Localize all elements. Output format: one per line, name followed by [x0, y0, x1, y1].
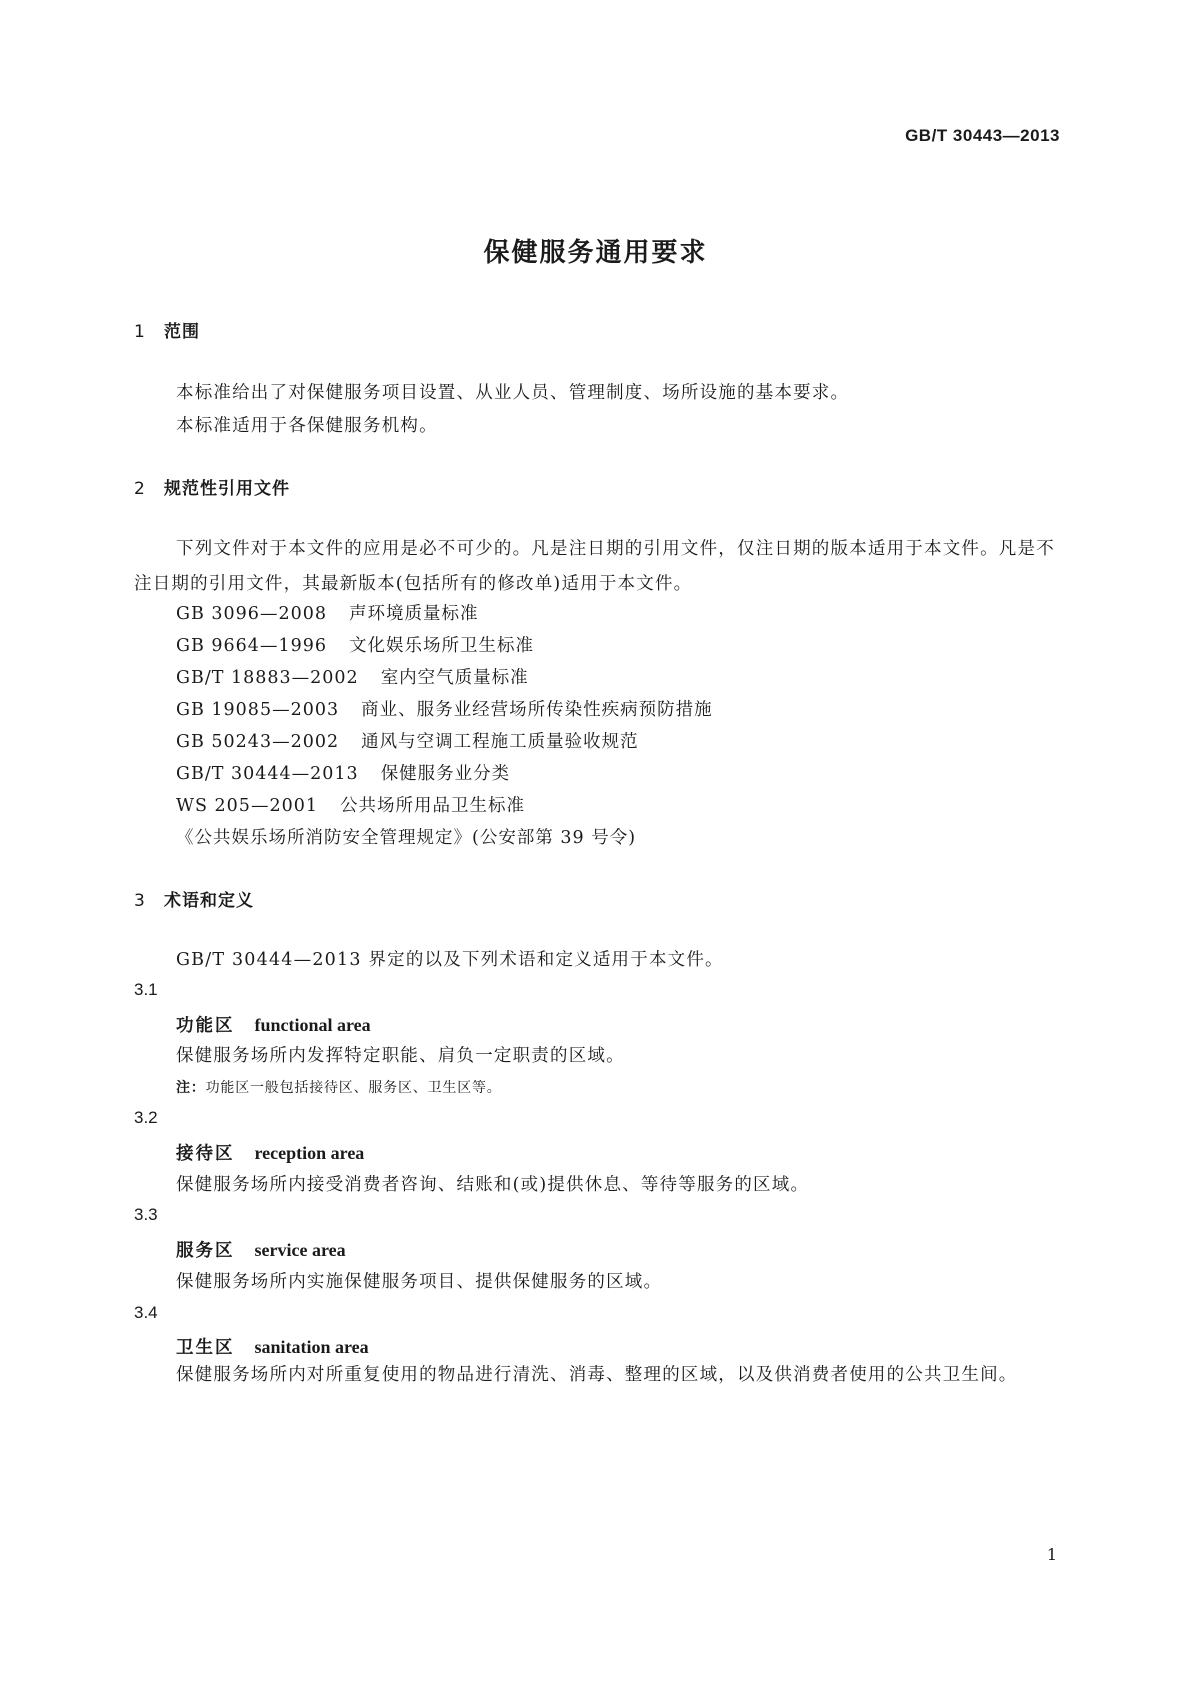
clause-number: 3.4	[134, 1303, 158, 1322]
term-heading	[176, 1237, 346, 1262]
reference-item	[176, 792, 525, 817]
clause-number: 3.1	[134, 980, 158, 999]
reference-item	[176, 632, 534, 657]
reference-code: GB 9664—1996	[176, 636, 327, 656]
reference-code: WS 205—2001	[176, 796, 318, 816]
reference-title: 声环境质量标准	[348, 604, 479, 624]
reference-title: 通风与空调工程施工质量验收规范	[361, 732, 639, 752]
section-number: 2	[134, 479, 146, 499]
reference-code: GB/T 18883—2002	[176, 668, 359, 688]
term-definition: 保健服务场所内发挥特定职能、肩负一定职责的区域。	[176, 1046, 625, 1066]
term-definition: 保健服务场所内对所重复使用的物品进行清洗、消毒、整理的区域，以及供消费者使用的公共卫生间。	[176, 1365, 1018, 1385]
term-zh: 卫生区	[176, 1338, 235, 1358]
section-heading-normative-references	[134, 474, 290, 499]
term-en: sanitation area	[254, 1337, 369, 1357]
section-title: 规范性引用文件	[164, 479, 290, 499]
reference-title: 商业、服务业经营场所传染性疾病预防措施	[361, 700, 713, 720]
section-heading-terms-definitions	[134, 886, 254, 911]
section-title: 范围	[164, 322, 200, 342]
reference-title: 保健服务业分类	[380, 764, 511, 784]
note-text: 功能区一般包括接待区、服务区、卫生区等。	[205, 1080, 502, 1096]
term-note	[176, 1077, 502, 1097]
reference-item	[176, 760, 510, 785]
term-zh: 接待区	[176, 1144, 235, 1164]
reference-item	[176, 600, 478, 625]
section-number: 1	[134, 322, 146, 342]
document-title: 保健服务通用要求	[483, 238, 708, 268]
clause-number: 3.2	[134, 1108, 158, 1127]
reference-title: 室内空气质量标准	[380, 668, 529, 688]
terms-intro: GB/T 30444—2013 界定的以及下列术语和定义适用于本文件。	[176, 950, 724, 970]
reference-item	[176, 728, 639, 753]
section-number: 3	[134, 891, 146, 911]
term-heading	[176, 1140, 364, 1165]
section-title: 术语和定义	[164, 891, 254, 911]
reference-title: 公共场所用品卫生标准	[339, 796, 525, 816]
term-zh: 服务区	[176, 1241, 235, 1261]
term-en: service area	[254, 1240, 346, 1260]
references-intro: 下列文件对于本文件的应用是必不可少的。凡是注日期的引用文件，仅注日期的版本适用于本文件。凡是不注日期的引用文件，其最新版本(包括所有的修改单)适用于本文件。	[134, 539, 1055, 594]
reference-code: GB 3096—2008	[176, 604, 327, 624]
term-en: reception area	[254, 1143, 365, 1163]
reference-title: 《公共娱乐场所消防安全管理规定》(公安部第 39 号令)	[176, 828, 637, 848]
note-label: 注：	[176, 1080, 206, 1096]
scope-paragraph: 本标准适用于各保健服务机构。	[176, 416, 438, 436]
reference-item	[176, 824, 636, 849]
page-number: 1	[1046, 1545, 1057, 1564]
term-heading	[176, 1012, 371, 1037]
term-definition: 保健服务场所内接受消费者咨询、结账和(或)提供休息、等待等服务的区域。	[176, 1175, 810, 1195]
reference-code: GB 19085—2003	[176, 700, 340, 720]
clause-number: 3.3	[134, 1205, 158, 1224]
reference-item	[176, 696, 713, 721]
reference-item	[176, 664, 529, 689]
term-zh: 功能区	[176, 1016, 235, 1036]
term-definition: 保健服务场所内实施保健服务项目、提供保健服务的区域。	[176, 1272, 663, 1292]
reference-code: GB/T 30444—2013	[176, 764, 359, 784]
scope-paragraph: 本标准给出了对保健服务项目设置、从业人员、管理制度、场所设施的基本要求。	[176, 383, 850, 403]
standard-code: GB/T 30443—2013	[905, 126, 1060, 145]
section-heading-scope	[134, 317, 200, 342]
term-en: functional area	[254, 1015, 371, 1035]
term-heading	[176, 1334, 369, 1359]
reference-code: GB 50243—2002	[176, 732, 340, 752]
reference-title: 文化娱乐场所卫生标准	[348, 636, 534, 656]
